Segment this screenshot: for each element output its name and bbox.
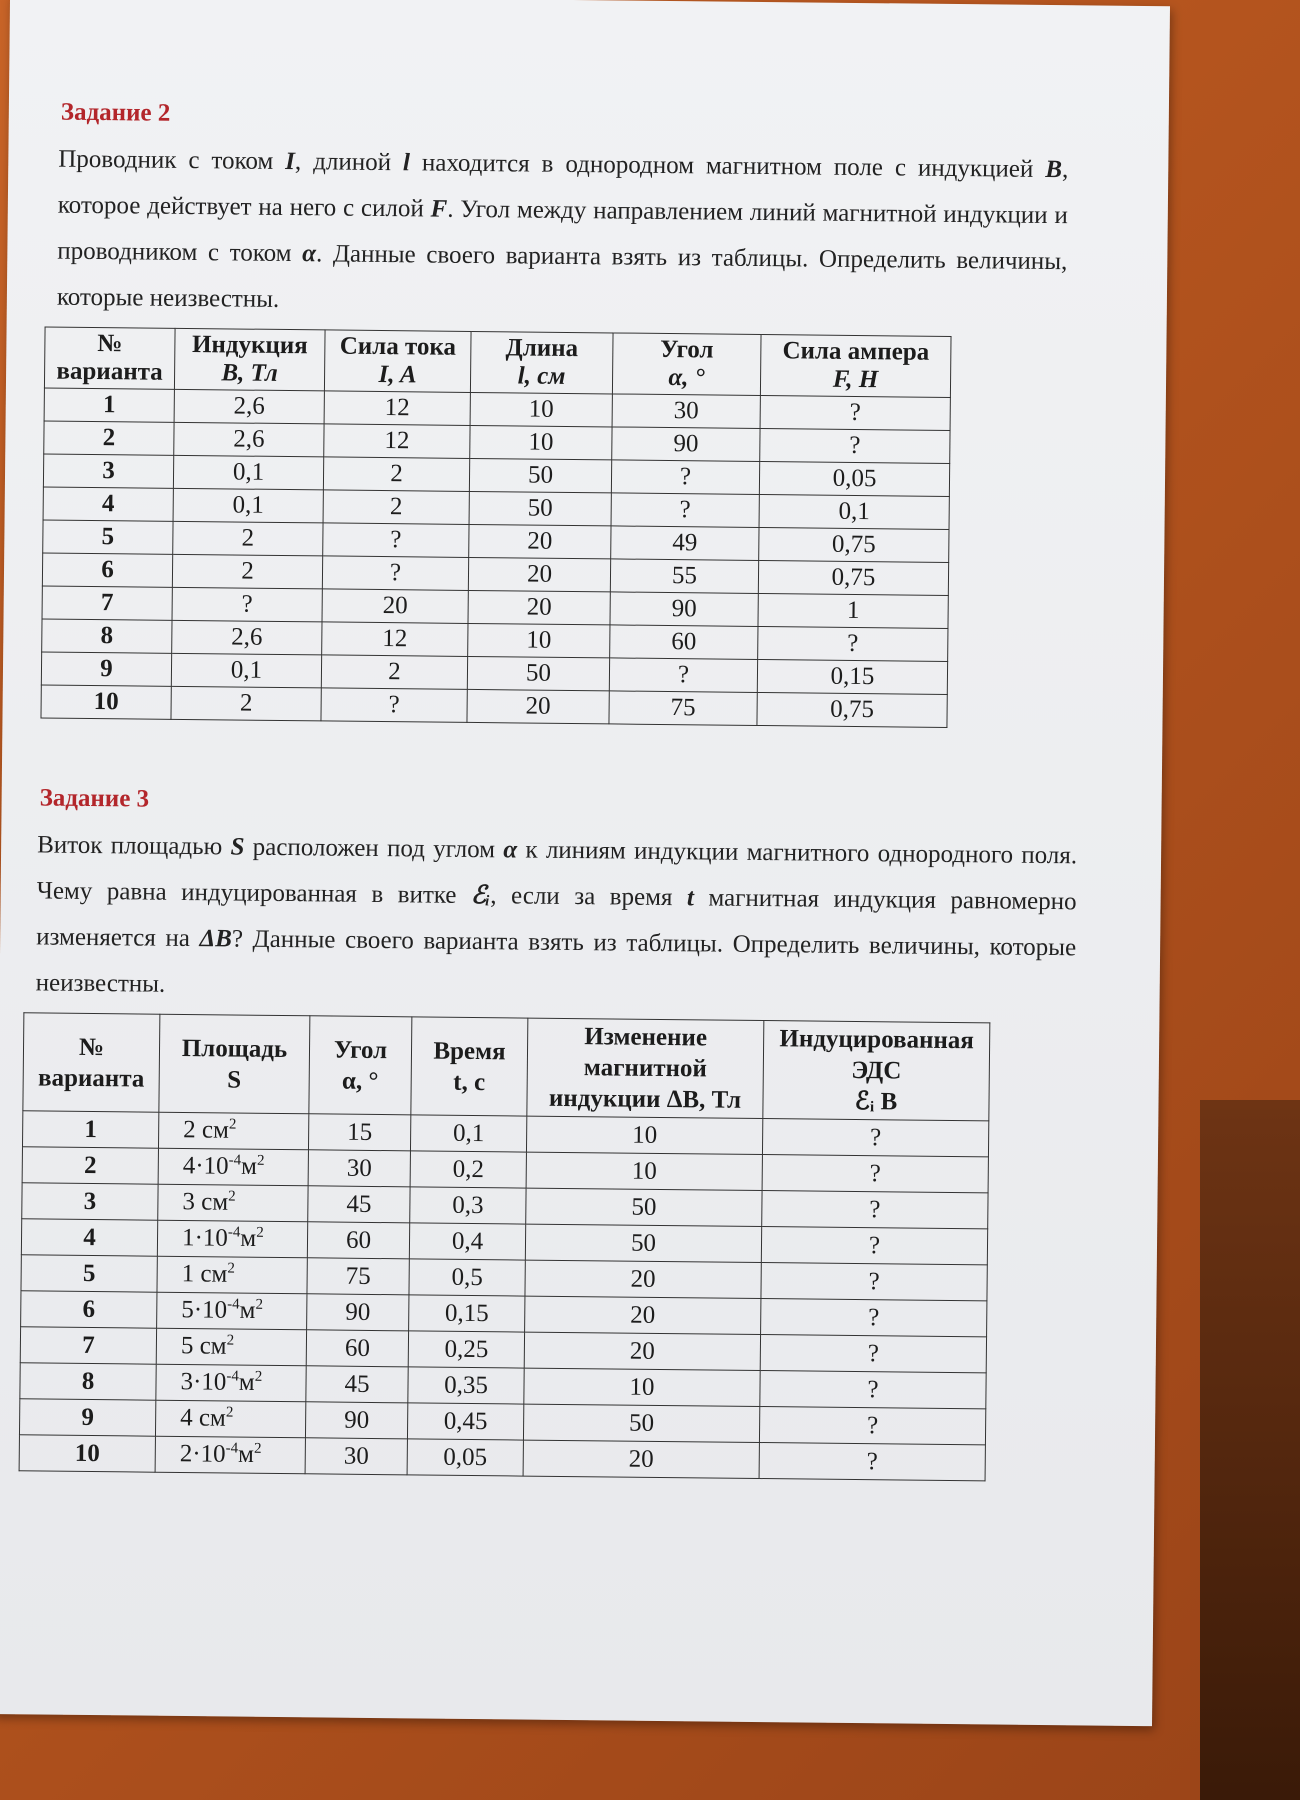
cell-emf: ? bbox=[760, 1335, 986, 1373]
cell-variant: 10 bbox=[41, 685, 171, 719]
cell-force: 0,05 bbox=[759, 461, 949, 496]
task-3-table-body bbox=[19, 1111, 989, 1481]
cell-delta-b: 50 bbox=[523, 1404, 759, 1442]
task-3-title: Задание 3 bbox=[39, 784, 150, 813]
cell-current: 12 bbox=[324, 391, 470, 426]
area-exponent: -4 bbox=[225, 1440, 239, 1457]
symbol-area: S bbox=[230, 833, 245, 861]
cell-angle: 30 bbox=[612, 394, 760, 429]
cell-length: 10 bbox=[468, 623, 610, 657]
task-3-text-part: расположен под углом bbox=[244, 833, 504, 864]
cell-time: 0,15 bbox=[409, 1295, 525, 1332]
header-line: ЭДС bbox=[851, 1056, 902, 1085]
cell-variant: 9 bbox=[41, 652, 171, 686]
cell-length: 10 bbox=[470, 425, 612, 459]
cell-area bbox=[155, 1400, 305, 1438]
area-exponent: 2 bbox=[227, 1260, 235, 1277]
cell-variant: 6 bbox=[42, 553, 172, 587]
area-unit: м bbox=[239, 1297, 256, 1325]
cell-angle: 75 bbox=[307, 1258, 409, 1295]
header-line: индукции ΔB, Тл bbox=[548, 1084, 742, 1114]
cell-length: 20 bbox=[468, 590, 610, 624]
cell-variant: 6 bbox=[21, 1291, 157, 1328]
cell-emf: ? bbox=[762, 1191, 988, 1229]
cell-emf: ? bbox=[759, 1443, 985, 1481]
cell-force: 0,15 bbox=[757, 659, 947, 694]
task-3-text bbox=[35, 822, 1077, 1017]
header-line: I, A bbox=[378, 360, 417, 389]
cell-delta-b: 10 bbox=[524, 1368, 760, 1406]
header-line: Площадь bbox=[181, 1034, 288, 1063]
header-length bbox=[470, 331, 613, 393]
area-exponent: -4 bbox=[226, 1368, 240, 1385]
cell-induction: ? bbox=[172, 587, 322, 622]
task-3-table bbox=[19, 1012, 991, 1481]
cell-variant: 1 bbox=[44, 388, 174, 422]
cell-variant: 5 bbox=[21, 1255, 157, 1292]
cell-angle: 90 bbox=[612, 427, 760, 462]
cell-force: 0,1 bbox=[759, 494, 949, 529]
cell-current: ? bbox=[323, 523, 469, 558]
task-2-text-part: . Угол между направлением линий магнитной индукции и проводником с током bbox=[57, 195, 1068, 268]
symbol-angle: α bbox=[503, 836, 518, 864]
cell-length: 10 bbox=[470, 392, 612, 426]
cell-variant: 8 bbox=[20, 1363, 156, 1400]
header-line: Угол bbox=[333, 1036, 388, 1064]
cell-induction: 0,1 bbox=[173, 488, 323, 523]
header-line: t, с bbox=[453, 1068, 486, 1096]
area-exponent: 2 bbox=[228, 1188, 236, 1205]
header-line: α, ° bbox=[341, 1067, 379, 1095]
area-base: 2 см bbox=[183, 1116, 229, 1145]
area-base: 3·10 bbox=[180, 1368, 227, 1397]
symbol-time: t bbox=[686, 884, 695, 912]
header-line: № bbox=[97, 330, 123, 358]
cell-variant: 4 bbox=[43, 487, 173, 521]
cell-area bbox=[155, 1436, 305, 1474]
cell-force: 0,75 bbox=[757, 692, 947, 727]
cell-delta-b: 10 bbox=[526, 1116, 762, 1154]
cell-angle: ? bbox=[611, 460, 759, 495]
cell-area bbox=[158, 1112, 308, 1150]
area-exponent: 2 bbox=[228, 1116, 237, 1133]
cell-delta-b: 20 bbox=[523, 1440, 759, 1478]
symbol-current: I bbox=[285, 147, 296, 176]
area-base: 1·10 bbox=[181, 1224, 229, 1253]
cell-time: 0,1 bbox=[410, 1115, 526, 1152]
cell-emf: ? bbox=[759, 1407, 985, 1445]
header-area bbox=[159, 1014, 310, 1114]
table-header-row bbox=[23, 1013, 990, 1121]
cell-time: 0,35 bbox=[408, 1367, 524, 1404]
header-line: F, Н bbox=[832, 365, 879, 394]
task-2-table-body bbox=[41, 388, 950, 727]
cell-emf: ? bbox=[762, 1119, 988, 1157]
cell-current: 2 bbox=[323, 457, 469, 492]
header-line: Сила ампера bbox=[782, 337, 930, 366]
header-variant bbox=[23, 1013, 160, 1112]
cell-time: 0,5 bbox=[409, 1259, 525, 1296]
cell-current: ? bbox=[321, 688, 467, 723]
task-2-text-part: , которое действует на него с силой bbox=[57, 156, 1069, 223]
cell-angle: 60 bbox=[306, 1330, 408, 1367]
area-exponent: -4 bbox=[228, 1152, 242, 1169]
cell-variant: 10 bbox=[19, 1435, 155, 1472]
cell-angle: 30 bbox=[308, 1150, 410, 1187]
area-base: 2·10 bbox=[179, 1440, 226, 1469]
header-emf bbox=[763, 1021, 990, 1121]
cell-area bbox=[158, 1148, 308, 1186]
cell-delta-b: 20 bbox=[525, 1260, 761, 1298]
cell-angle: 60 bbox=[610, 625, 758, 660]
header-line: Изменение bbox=[584, 1023, 708, 1052]
cell-variant: 3 bbox=[43, 454, 173, 488]
area-base: 5 см bbox=[180, 1332, 227, 1361]
cell-angle: 60 bbox=[307, 1222, 409, 1259]
cell-angle: 90 bbox=[305, 1402, 407, 1439]
cell-force: 1 bbox=[758, 593, 948, 628]
cell-time: 0,4 bbox=[409, 1223, 525, 1260]
task-3-section bbox=[31, 784, 1078, 1482]
header-force bbox=[760, 334, 951, 397]
cell-current: 20 bbox=[322, 589, 468, 624]
cell-length: 50 bbox=[467, 656, 609, 690]
cell-variant: 8 bbox=[42, 619, 172, 653]
cell-emf: ? bbox=[760, 1371, 986, 1409]
task-3-text-part: Виток площадью bbox=[37, 831, 231, 861]
header-line: Индукция bbox=[191, 331, 308, 360]
task-3-text-part: к линиям индукции магнитного однородного поля. Чему равна индуцированная в витке bbox=[36, 836, 1078, 909]
task-2-text-part: . Данные своего варианта взять из таблицы. Определить величины, которые неизвестны. bbox=[56, 240, 1068, 313]
cell-induction: 2,6 bbox=[174, 422, 324, 457]
cell-induction: 2 bbox=[171, 686, 321, 721]
cell-time: 0,05 bbox=[407, 1439, 523, 1476]
task-2-text-part: находится в однородном магнитном поле с индукцией bbox=[409, 149, 1046, 183]
area-unit: м bbox=[237, 1441, 255, 1469]
cell-angle: 45 bbox=[306, 1366, 408, 1403]
cell-angle: 90 bbox=[307, 1294, 409, 1331]
cell-area bbox=[157, 1220, 307, 1258]
header-angle bbox=[612, 333, 761, 396]
task-2-text-part: Проводник с током bbox=[58, 145, 286, 175]
cell-delta-b: 10 bbox=[526, 1152, 762, 1190]
symbol-delta-b: ΔB bbox=[199, 925, 233, 953]
area-base: 4 см bbox=[180, 1404, 226, 1433]
area-base: 4·10 bbox=[182, 1152, 229, 1181]
cell-area bbox=[158, 1184, 308, 1222]
task-2-title: Задание 2 bbox=[60, 98, 171, 127]
area-unit: м bbox=[238, 1369, 255, 1397]
cell-length: 50 bbox=[469, 458, 611, 492]
cell-time: 0,25 bbox=[408, 1331, 524, 1368]
cell-angle: 45 bbox=[308, 1186, 410, 1223]
header-current bbox=[324, 330, 471, 393]
cell-time: 0,3 bbox=[410, 1187, 526, 1224]
cell-emf: ? bbox=[762, 1155, 988, 1193]
area-base: 5·10 bbox=[181, 1296, 228, 1325]
cell-delta-b: 20 bbox=[524, 1332, 760, 1370]
area-exponent: 2 bbox=[225, 1404, 234, 1421]
cell-force: ? bbox=[760, 428, 950, 463]
cell-induction: 0,1 bbox=[171, 653, 321, 688]
cell-variant: 3 bbox=[22, 1183, 158, 1220]
cell-induction: 2,6 bbox=[174, 389, 324, 424]
header-line: S bbox=[227, 1065, 242, 1094]
task-3-text-part: ? Данные своего варианта взять из таблицы. Определить величины, которые неизвестны. bbox=[35, 925, 1077, 998]
task-3-text-part: , если за время bbox=[490, 882, 688, 912]
area-base: 3 см bbox=[182, 1188, 229, 1217]
task-2-text-part: , длиной bbox=[294, 148, 404, 177]
header-line: B, Тл bbox=[221, 359, 278, 387]
cell-area bbox=[156, 1364, 306, 1402]
header-line: варианта bbox=[56, 357, 163, 386]
symbol-force: F bbox=[430, 195, 448, 223]
task-2-section bbox=[52, 99, 1068, 730]
cell-variant: 4 bbox=[21, 1219, 157, 1256]
cell-angle: 15 bbox=[308, 1114, 410, 1151]
cell-current: 12 bbox=[324, 424, 470, 459]
header-line: l, см bbox=[517, 362, 566, 390]
area-unit-exponent: 2 bbox=[256, 1225, 264, 1242]
header-line: магнитной bbox=[583, 1054, 708, 1083]
header-delta-b bbox=[527, 1018, 764, 1118]
header-variant bbox=[44, 327, 175, 389]
cell-induction: 2 bbox=[172, 554, 322, 589]
task-2-text bbox=[57, 137, 1069, 332]
cell-force: 0,75 bbox=[758, 560, 948, 595]
symbol-induction: B bbox=[1045, 155, 1063, 184]
cell-induction: 2 bbox=[173, 521, 323, 556]
cell-emf: ? bbox=[761, 1263, 987, 1301]
cell-emf: ? bbox=[761, 1299, 987, 1337]
symbol-angle: α bbox=[302, 240, 317, 268]
area-unit: м bbox=[240, 1225, 257, 1253]
area-exponent: -4 bbox=[227, 1224, 241, 1241]
header-line: № bbox=[78, 1033, 105, 1061]
cell-variant: 7 bbox=[20, 1327, 156, 1364]
header-line: Время bbox=[433, 1037, 506, 1065]
task-3-text-part: магнитная индукция равномерно изменяется на bbox=[36, 884, 1077, 953]
area-unit-exponent: 2 bbox=[256, 1153, 265, 1170]
cell-delta-b: 20 bbox=[525, 1296, 761, 1334]
cell-length: 50 bbox=[469, 491, 611, 525]
cell-time: 0,2 bbox=[410, 1151, 526, 1188]
cell-variant: 7 bbox=[42, 586, 172, 620]
header-angle bbox=[309, 1016, 412, 1115]
area-exponent: -4 bbox=[227, 1296, 240, 1313]
cell-variant: 5 bbox=[43, 520, 173, 554]
cell-force: 0,75 bbox=[759, 527, 949, 562]
cell-area bbox=[157, 1256, 307, 1294]
area-exponent: 2 bbox=[226, 1332, 235, 1349]
cell-induction: 0,1 bbox=[173, 455, 323, 490]
cell-angle: 49 bbox=[611, 526, 759, 561]
cell-time: 0,45 bbox=[407, 1403, 523, 1440]
cell-area bbox=[157, 1292, 307, 1330]
cell-variant: 2 bbox=[22, 1147, 158, 1184]
cell-angle: 75 bbox=[609, 691, 757, 726]
cell-force: ? bbox=[760, 395, 950, 430]
table-header-row bbox=[44, 327, 951, 397]
symbol-length: l bbox=[402, 149, 411, 177]
header-induction bbox=[174, 328, 325, 391]
cell-variant: 9 bbox=[19, 1399, 155, 1436]
header-line: α, ° bbox=[668, 364, 705, 392]
cell-angle: 90 bbox=[610, 592, 758, 627]
cell-force: ? bbox=[758, 626, 948, 661]
cell-emf: ? bbox=[761, 1227, 987, 1265]
cell-current: 2 bbox=[321, 655, 467, 690]
cell-current: 2 bbox=[323, 490, 469, 525]
cell-angle: ? bbox=[609, 658, 757, 693]
header-line: ℰᵢ В bbox=[854, 1088, 898, 1116]
area-unit-exponent: 2 bbox=[253, 1441, 262, 1458]
header-line: Сила тока bbox=[339, 332, 457, 361]
task-2-table bbox=[40, 326, 951, 727]
cell-length: 20 bbox=[467, 689, 609, 723]
cell-delta-b: 50 bbox=[526, 1188, 762, 1226]
cell-current: ? bbox=[322, 556, 468, 591]
header-line: Индуцированная bbox=[779, 1025, 974, 1055]
desk-background bbox=[1200, 1100, 1300, 1800]
area-base: 1 см bbox=[181, 1260, 228, 1289]
symbol-emf: ℰᵢ bbox=[470, 881, 491, 910]
cell-area bbox=[156, 1328, 306, 1366]
cell-variant: 1 bbox=[22, 1111, 158, 1148]
cell-angle: ? bbox=[611, 493, 759, 528]
cell-induction: 2,6 bbox=[172, 620, 322, 655]
cell-length: 20 bbox=[468, 557, 610, 591]
cell-angle: 30 bbox=[305, 1438, 407, 1475]
header-line: Длина bbox=[505, 334, 579, 363]
cell-current: 12 bbox=[322, 622, 468, 657]
cell-angle: 55 bbox=[610, 559, 758, 594]
area-unit: м bbox=[240, 1153, 258, 1181]
cell-variant: 2 bbox=[44, 421, 174, 455]
cell-delta-b: 50 bbox=[525, 1224, 761, 1262]
header-line: варианта bbox=[37, 1063, 145, 1093]
area-unit-exponent: 2 bbox=[255, 1297, 264, 1314]
header-line: Угол bbox=[660, 335, 714, 364]
cell-length: 20 bbox=[469, 524, 611, 558]
area-unit-exponent: 2 bbox=[254, 1369, 263, 1386]
header-time bbox=[411, 1017, 528, 1116]
